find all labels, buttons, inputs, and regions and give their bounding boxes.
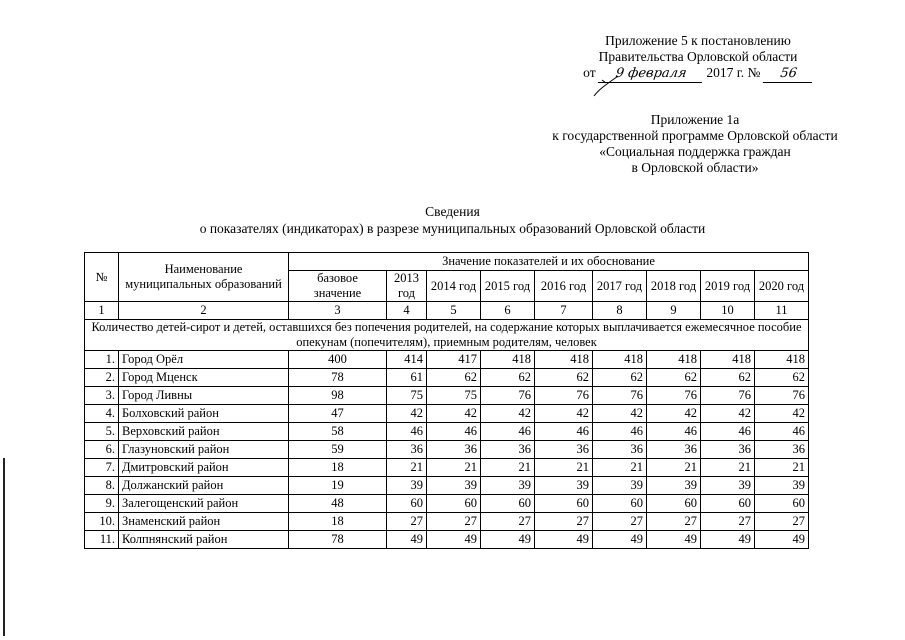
row-index: 4. [85,405,119,423]
indicator-value: 46 [481,423,535,441]
header-row-1 [85,253,809,271]
indicator-value: 418 [647,351,701,369]
column-number: 9 [647,302,701,320]
pen-stroke-mark [590,74,620,98]
indicator-value: 418 [701,351,755,369]
row-index: 10. [85,513,119,531]
indicator-value: 75 [387,387,427,405]
indicator-value: 76 [535,387,593,405]
indicator-value: 27 [647,513,701,531]
indicator-value: 39 [701,477,755,495]
row-index: 2. [85,369,119,387]
indicator-value: 46 [535,423,593,441]
indicator-value: 46 [387,423,427,441]
indicator-value: 42 [387,405,427,423]
indicator-value: 60 [387,495,427,513]
indicator-value: 27 [387,513,427,531]
decree-line-2: Правительства Орловской области [598,49,798,64]
indicator-value: 400 [289,351,387,369]
indicator-value: 76 [755,387,809,405]
column-number: 6 [481,302,535,320]
indicator-value: 42 [701,405,755,423]
indicator-value: 61 [387,369,427,387]
table-row [85,531,809,549]
table-row [85,405,809,423]
table-row [85,351,809,369]
indicator-value: 21 [593,459,647,477]
indicator-value: 21 [427,459,481,477]
table-row [85,477,809,495]
indicator-value: 418 [755,351,809,369]
indicator-value: 47 [289,405,387,423]
indicator-value: 418 [481,351,535,369]
sub-header: базовое значение [289,271,387,302]
sub-header: 2019 год [701,271,755,302]
sub-header: 2015 год [481,271,535,302]
section-title: Количество детей-сирот и детей, оставшихся без попечения родителей, на содержание которых выплачивается ежемесячное пособие опекунам (попечителям), приемным родителям, человек [85,320,809,351]
table-row [85,369,809,387]
title-line-1: Сведения [425,204,480,219]
table-row [85,495,809,513]
row-index: 9. [85,495,119,513]
appendix-line-3: «Социальная поддержка граждан [599,144,791,159]
indicator-value: 49 [481,531,535,549]
indicator-value: 36 [387,441,427,459]
indicator-value: 49 [387,531,427,549]
indicator-value: 76 [481,387,535,405]
sub-header: 2017 год [593,271,647,302]
indicator-value: 418 [535,351,593,369]
indicator-value: 60 [701,495,755,513]
indicator-value: 60 [427,495,481,513]
sub-header: 2014 год [427,271,481,302]
indicator-value: 27 [481,513,535,531]
table-row [85,459,809,477]
indicator-value: 21 [481,459,535,477]
indicator-value: 62 [481,369,535,387]
row-index: 7. [85,459,119,477]
indicator-value: 36 [593,441,647,459]
table-row [85,387,809,405]
appendix-line-1: Приложение 1а [650,112,740,127]
indicator-value: 49 [535,531,593,549]
indicator-value: 42 [755,405,809,423]
indicator-value: 36 [755,441,809,459]
municipality-name: Дмитровский район [119,459,289,477]
indicator-value: 42 [593,405,647,423]
column-number: 11 [755,302,809,320]
column-number: 2 [119,302,289,320]
municipality-name: Глазуновский район [119,441,289,459]
indicator-value: 60 [593,495,647,513]
column-number: 4 [387,302,427,320]
appendix-line-2: к государственной программе Орловской области [552,128,838,143]
indicator-value: 46 [647,423,701,441]
indicator-value: 27 [427,513,481,531]
row-index: 1. [85,351,119,369]
row-index: 5. [85,423,119,441]
indicator-value: 36 [535,441,593,459]
indicator-value: 27 [701,513,755,531]
indicator-value: 49 [755,531,809,549]
column-number: 8 [593,302,647,320]
municipality-name: Болховский район [119,405,289,423]
indicator-value: 36 [701,441,755,459]
indicator-value: 21 [647,459,701,477]
indicator-value: 49 [427,531,481,549]
indicator-value: 60 [481,495,535,513]
indicator-value: 42 [481,405,535,423]
decree-line-1: Приложение 5 к постановлению [605,33,791,48]
indicator-value: 21 [755,459,809,477]
indicator-value: 39 [535,477,593,495]
indicator-value: 62 [427,369,481,387]
indicator-value: 78 [289,531,387,549]
indicator-value: 21 [701,459,755,477]
row-index: 11. [85,531,119,549]
table-row [85,423,809,441]
municipality-name: Колпнянский район [119,531,289,549]
indicator-value: 98 [289,387,387,405]
indicator-value: 49 [593,531,647,549]
municipality-name: Город Мценск [119,369,289,387]
col-header-values: Значение показателей и их обоснование [289,253,809,271]
indicator-value: 62 [755,369,809,387]
indicator-value: 42 [647,405,701,423]
column-number: 1 [85,302,119,320]
row-index: 6. [85,441,119,459]
indicator-value: 49 [647,531,701,549]
table-row [85,513,809,531]
indicator-value: 39 [593,477,647,495]
indicator-value: 39 [427,477,481,495]
indicators-table [84,252,809,549]
column-number: 10 [701,302,755,320]
indicator-value: 18 [289,459,387,477]
municipality-name: Залегощенский район [119,495,289,513]
indicator-value: 36 [647,441,701,459]
indicator-value: 46 [755,423,809,441]
indicator-value: 21 [387,459,427,477]
indicator-value: 60 [647,495,701,513]
title-line-2: о показателях (индикаторах) в разрезе муниципальных образований Орловской области [199,221,706,236]
document-title [0,203,905,237]
column-number: 3 [289,302,387,320]
indicator-value: 39 [755,477,809,495]
indicator-value: 21 [535,459,593,477]
indicator-value: 27 [535,513,593,531]
indicator-value: 76 [593,387,647,405]
municipality-name: Должанский район [119,477,289,495]
indicator-value: 62 [535,369,593,387]
indicator-value: 76 [647,387,701,405]
sub-header: 2016 год [535,271,593,302]
indicator-value: 418 [593,351,647,369]
appendix-line-4: в Орловской области» [631,160,759,175]
indicator-value: 18 [289,513,387,531]
indicator-value: 49 [701,531,755,549]
indicator-value: 76 [701,387,755,405]
table-row [85,441,809,459]
indicator-value: 39 [647,477,701,495]
scan-edge-mark [3,458,5,636]
indicator-value: 27 [755,513,809,531]
sub-header: 2020 год [755,271,809,302]
indicator-value: 414 [387,351,427,369]
indicator-value: 62 [593,369,647,387]
year-text: 2017 г. № [706,65,761,80]
sub-header: 2013 год [387,271,427,302]
municipality-name: Знаменский район [119,513,289,531]
section-row [85,320,809,351]
date-prefix: от [583,65,596,80]
indicator-value: 39 [481,477,535,495]
handwritten-date: 9 февраля [598,66,704,83]
indicator-value: 27 [593,513,647,531]
indicator-value: 62 [647,369,701,387]
column-numbers-row [85,302,809,320]
col-header-no: № [85,253,119,302]
indicator-value: 39 [387,477,427,495]
indicator-value: 60 [755,495,809,513]
indicator-value: 60 [535,495,593,513]
column-number: 7 [535,302,593,320]
indicator-value: 36 [481,441,535,459]
column-number: 5 [427,302,481,320]
indicator-value: 48 [289,495,387,513]
indicator-value: 58 [289,423,387,441]
appendix-reference [530,112,860,176]
indicator-value: 46 [427,423,481,441]
indicator-value: 78 [289,369,387,387]
indicator-value: 36 [427,441,481,459]
indicator-value: 62 [701,369,755,387]
municipality-name: Город Орёл [119,351,289,369]
indicator-value: 75 [427,387,481,405]
row-index: 3. [85,387,119,405]
indicator-value: 46 [593,423,647,441]
indicator-value: 19 [289,477,387,495]
col-header-name: Наименование муниципальных образований [119,253,289,302]
indicator-value: 42 [427,405,481,423]
row-index: 8. [85,477,119,495]
indicator-value: 417 [427,351,481,369]
indicator-value: 59 [289,441,387,459]
indicator-value: 46 [701,423,755,441]
municipality-name: Город Ливны [119,387,289,405]
municipality-name: Верховский район [119,423,289,441]
indicator-value: 42 [535,405,593,423]
handwritten-number: 56 [763,66,814,83]
sub-header: 2018 год [647,271,701,302]
